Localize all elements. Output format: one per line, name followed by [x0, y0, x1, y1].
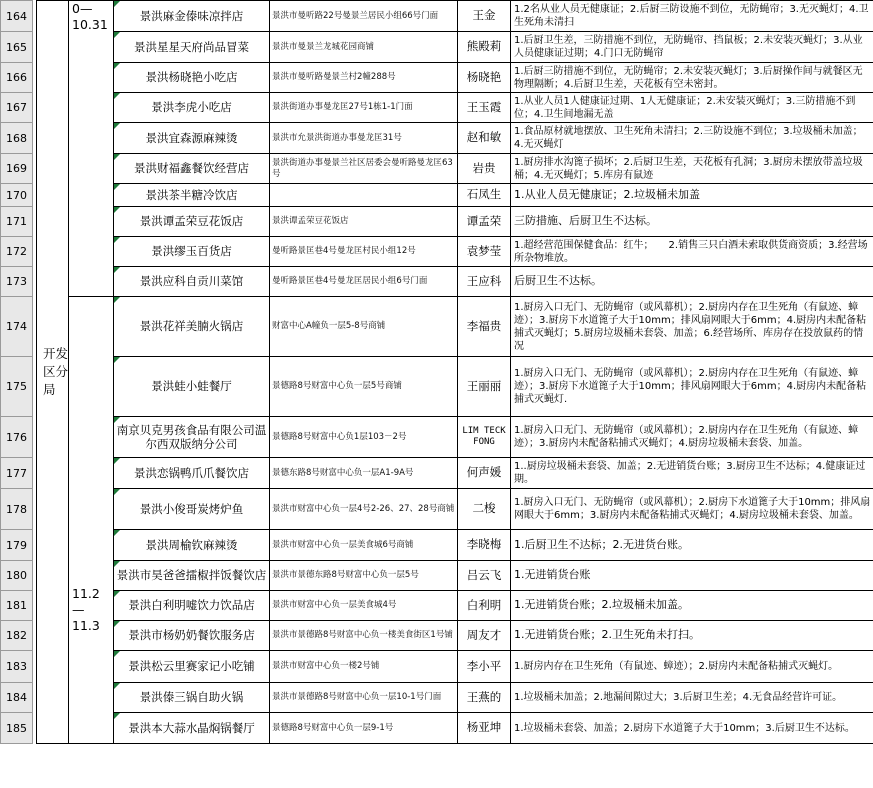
store-address: 景洪市财富中心负一层美食城6号商铺 [270, 530, 458, 561]
row-spacer [33, 713, 37, 744]
table-row [1, 651, 873, 683]
table-row [1, 561, 873, 591]
inspection-issues: 1.无进销货台账 [511, 561, 873, 591]
store-name: 景洪周榆钦麻辣烫 [114, 530, 270, 561]
inspection-issues: 1.从业人员1人健康证过期、1人无健康证；2.未安装灭蝇灯；3.三防措施不到位；4.卫生间地漏无盖 [511, 93, 873, 123]
date-cell: 11.2—11.3 [69, 297, 114, 744]
inspection-issues: 1.2名从业人员无健康证；2.后厨三防设施不到位，无防蝇帘；3.无灭蝇灯；4.卫生死角未清扫 [511, 1, 873, 32]
table-row [1, 1, 873, 32]
inspection-issues: 1.垃圾桶未加盖；2.地漏间隙过大；3.后厨卫生差；4.无食品经营许可证。 [511, 683, 873, 713]
row-number: 167 [1, 93, 33, 123]
row-spacer [33, 32, 37, 63]
row-number: 170 [1, 184, 33, 207]
store-address: 景洪市景德路8号财富中心负一楼美食街区1号铺 [270, 621, 458, 651]
district-char: 分 [55, 364, 68, 379]
store-address: 景洪市曼景兰龙城花园商铺 [270, 32, 458, 63]
date-cell: 0—10.31 [69, 1, 114, 297]
row-spacer [33, 683, 37, 713]
table-row [1, 237, 873, 267]
store-name: 景洪蛙小蛙餐厅 [114, 357, 270, 417]
district-char: 区 [43, 364, 56, 379]
store-name: 景洪市昊爸爸擂椒拌饭餐饮店 [114, 561, 270, 591]
inspection-issues: 1.厨房入口无门、无防蝇帘（或风幕机）；2.厨房内存在卫生死角（有鼠迹、蟑迹）；3.厨房下水道篦子大于10mm；排风扇网眼大于6mm；4.厨房内未配备粘捕式灭蝇灯. [511, 357, 873, 417]
inspection-issues: 1..厨房垃圾桶未套袋、加盖；2.无进销货台账；3.厨房卫生不达标；4.健康证过期。 [511, 458, 873, 489]
store-address: 景洪市景德东路8号财富中心负一层5号 [270, 561, 458, 591]
store-name: 景洪傣三锅自助火锅 [114, 683, 270, 713]
row-spacer [33, 621, 37, 651]
responsible-person: 李福贵 [458, 297, 511, 357]
inspection-issues: 1.食品原材就地摆放、卫生死角未清扫；2.三防设施不到位；3.垃圾桶未加盖；4.无灭蝇灯 [511, 123, 873, 154]
store-address: 景洪市财富中心负一层4号2-26、27、28号商铺 [270, 489, 458, 530]
inspection-issues: 1.厨房排水沟篦子损坏；2.后厨卫生差，天花板有孔洞；3.厨房未摆放带盖垃圾桶；4.无灭蝇灯；5.库房有鼠迹 [511, 154, 873, 184]
table-row [1, 267, 873, 297]
row-number: 174 [1, 297, 33, 357]
row-spacer [33, 207, 37, 237]
responsible-person: 周友才 [458, 621, 511, 651]
responsible-person: 熊殿莉 [458, 32, 511, 63]
responsible-person: 王玉霞 [458, 93, 511, 123]
store-address [270, 184, 458, 207]
responsible-person: 王金 [458, 1, 511, 32]
responsible-person: 杨亚坤 [458, 713, 511, 744]
row-spacer [33, 184, 37, 207]
row-spacer [33, 237, 37, 267]
store-name: 景洪市杨奶奶餐饮服务店 [114, 621, 270, 651]
row-spacer [33, 591, 37, 621]
store-name: 景洪花祥美腩火锅店 [114, 297, 270, 357]
row-spacer [33, 93, 37, 123]
inspection-issues: 1.无进销货台账；2.垃圾桶未加盖。 [511, 591, 873, 621]
store-address: 景洪市财富中心负一楼2号铺 [270, 651, 458, 683]
table-row [1, 591, 873, 621]
row-spacer [33, 357, 37, 417]
responsible-person: 王应科 [458, 267, 511, 297]
district-cell [37, 1, 69, 744]
table-row [1, 683, 873, 713]
store-name: 景洪应科自贡川菜馆 [114, 267, 270, 297]
row-number: 176 [1, 417, 33, 458]
responsible-person: 袁梦莹 [458, 237, 511, 267]
row-spacer [33, 489, 37, 530]
table-row [1, 32, 873, 63]
row-number: 183 [1, 651, 33, 683]
store-address: 景洪街道办事曼龙匡27号1栋1-1门面 [270, 93, 458, 123]
row-spacer [33, 267, 37, 297]
row-number: 180 [1, 561, 33, 591]
row-number: 177 [1, 458, 33, 489]
row-spacer [33, 530, 37, 561]
responsible-person: 谭孟荣 [458, 207, 511, 237]
table-row [1, 357, 873, 417]
row-number: 173 [1, 267, 33, 297]
store-address: 财富中心A幢负一层5-8号商铺 [270, 297, 458, 357]
inspection-issues: 1.厨房入口无门、无防蝇帘（或风幕机）；2.厨房下水道篦子大于10mm；排风扇网眼大于6mm；3.厨房内未配备粘捕式灭蝇灯；4.厨房垃圾桶未套袋、加盖。 [511, 489, 873, 530]
store-address: 景洪谭孟荣豆花饭店 [270, 207, 458, 237]
responsible-person: 何声媛 [458, 458, 511, 489]
store-name: 景洪财福鑫餐饮经营店 [114, 154, 270, 184]
store-address: 曼听路景匡巷4号曼龙匡村民小组12号 [270, 237, 458, 267]
store-name: 景洪白利明嘘饮力饮品店 [114, 591, 270, 621]
table-row [1, 154, 873, 184]
table-row [1, 621, 873, 651]
table-row [1, 489, 873, 530]
row-spacer [33, 297, 37, 357]
inspection-issues: 1.无进销货台账；2.卫生死角未打扫。 [511, 621, 873, 651]
inspection-issues: 1.后厨卫生不达标；2.无进货台账。 [511, 530, 873, 561]
row-spacer [33, 63, 37, 93]
store-address: 景德东路8号财富中心负一层A1-9A号 [270, 458, 458, 489]
responsible-person: 赵和敏 [458, 123, 511, 154]
district-char: 局 [43, 382, 56, 397]
table-row [1, 93, 873, 123]
inspection-issues: 1.厨房内存在卫生死角（有鼠迹、蟑迹）；2.厨房内未配备粘捕式灭蝇灯。 [511, 651, 873, 683]
store-name: 景洪松云里赛家记小吃铺 [114, 651, 270, 683]
store-name: 景洪杨晓艳小吃店 [114, 63, 270, 93]
inspection-issues: 1.厨房入口无门、无防蝇帘（或风幕机）；2.厨房内存在卫生死角（有鼠迹、蟑迹）；3.厨房下水道篦子大于10mm；排风扇网眼大于6mm；4.厨房内未配备粘捕式灭蝇灯；5.厨房垃圾桶未套袋、加盖；6.经营场所、库房存在投放鼠药的情况 [511, 297, 873, 357]
row-spacer [33, 651, 37, 683]
responsible-person: 二梭 [458, 489, 511, 530]
responsible-person: 岩贵 [458, 154, 511, 184]
row-number: 165 [1, 32, 33, 63]
store-address: 景洪市允景洪街道办事曼龙匡31号 [270, 123, 458, 154]
row-number: 175 [1, 357, 33, 417]
store-name: 景洪缪玉百货店 [114, 237, 270, 267]
store-address: 景洪市曼听路曼景兰村2幢288号 [270, 63, 458, 93]
store-address: 景洪街道办事曼景兰社区居委会曼听路曼龙匡63号 [270, 154, 458, 184]
row-number: 182 [1, 621, 33, 651]
table-row [1, 184, 873, 207]
store-name: 景洪茶半糖冷饮店 [114, 184, 270, 207]
row-spacer [33, 458, 37, 489]
row-number: 169 [1, 154, 33, 184]
store-name: 南京贝克男孩食品有限公司温尔西双版纳分公司 [114, 417, 270, 458]
row-number: 171 [1, 207, 33, 237]
row-number: 172 [1, 237, 33, 267]
row-number: 168 [1, 123, 33, 154]
store-address: 曼听路景匡巷4号曼龙匡居民小组6号门面 [270, 267, 458, 297]
store-name: 景洪麻金傣味凉拌店 [114, 1, 270, 32]
store-name: 景洪星星天府尚品冒菜 [114, 32, 270, 63]
store-address: 景洪市财富中心负一层美食城4号 [270, 591, 458, 621]
inspection-issues: 1.后厨卫生差，三防措施不到位，无防蝇帘、挡鼠板；2.未安装灭蝇灯；3.从业人员健康证过期；4.门口无防蝇帘 [511, 32, 873, 63]
row-number: 179 [1, 530, 33, 561]
row-number: 185 [1, 713, 33, 744]
inspection-issues: 1.超经营范围保健食品：红牛； 2.销售三只白酒未索取供货商资质；3.经营场所杂物堆放。 [511, 237, 873, 267]
responsible-person: 白利明 [458, 591, 511, 621]
responsible-person: 王燕的 [458, 683, 511, 713]
table-row [1, 123, 873, 154]
table-row [1, 458, 873, 489]
table-row [1, 713, 873, 744]
table-row [1, 297, 873, 357]
responsible-person: 王丽丽 [458, 357, 511, 417]
row-number: 184 [1, 683, 33, 713]
store-name: 景洪恋锅鸭爪爪餐饮店 [114, 458, 270, 489]
store-name: 景洪宜森源麻辣烫 [114, 123, 270, 154]
row-number: 181 [1, 591, 33, 621]
responsible-person: 杨晓艳 [458, 63, 511, 93]
row-spacer [33, 154, 37, 184]
district-char: 发 [55, 346, 68, 361]
store-name: 景洪小俊哥炭烤炉鱼 [114, 489, 270, 530]
store-name: 景洪李虎小吃店 [114, 93, 270, 123]
row-spacer [33, 417, 37, 458]
store-address: 景洪市曼听路22号曼景兰居民小组66号门面 [270, 1, 458, 32]
store-address: 景德路8号财富中心负1层103－2号 [270, 417, 458, 458]
table-row [1, 417, 873, 458]
store-name: 景洪本大蒜水晶焖锅餐厅 [114, 713, 270, 744]
row-spacer [33, 123, 37, 154]
store-address: 景德路8号财富中心负一层5号商铺 [270, 357, 458, 417]
store-address: 景德路8号财富中心负一层9-1号 [270, 713, 458, 744]
district-char: 开 [43, 346, 56, 361]
table-row [1, 530, 873, 561]
responsible-person: 李晓梅 [458, 530, 511, 561]
table-row [1, 207, 873, 237]
inspection-issues: 1.从业人员无健康证；2.垃圾桶未加盖 [511, 184, 873, 207]
responsible-person: LIM TECK FONG [458, 417, 511, 458]
row-number: 178 [1, 489, 33, 530]
inspection-issues: 三防措施、后厨卫生不达标。 [511, 207, 873, 237]
inspection-issues: 1.厨房入口无门、无防蝇帘（或风幕机）；2.厨房内存在卫生死角（有鼠迹、蟑迹）；3.厨房内未配备粘捕式灭蝇灯；4.厨房垃圾桶未套袋、加盖。 [511, 417, 873, 458]
table-row [1, 63, 873, 93]
store-name: 景洪谭孟荣豆花饭店 [114, 207, 270, 237]
responsible-person: 吕云飞 [458, 561, 511, 591]
store-address: 景洪市景德路8号财富中心负一层10-1号门面 [270, 683, 458, 713]
inspection-issues: 1.后厨三防措施不到位，无防蝇帘；2.未安装灭蝇灯；3.后厨操作间与就餐区无物理隔断；4.后厨卫生差，天花板有空未密封。 [511, 63, 873, 93]
inspection-issues: 1.垃圾桶未套袋、加盖；2.厨房下水道篦子大于10mm；3.后厨卫生不达标。 [511, 713, 873, 744]
row-number: 164 [1, 1, 33, 32]
row-spacer [33, 561, 37, 591]
row-number: 166 [1, 63, 33, 93]
responsible-person: 石凤生 [458, 184, 511, 207]
responsible-person: 李小平 [458, 651, 511, 683]
inspection-issues: 后厨卫生不达标。 [511, 267, 873, 297]
